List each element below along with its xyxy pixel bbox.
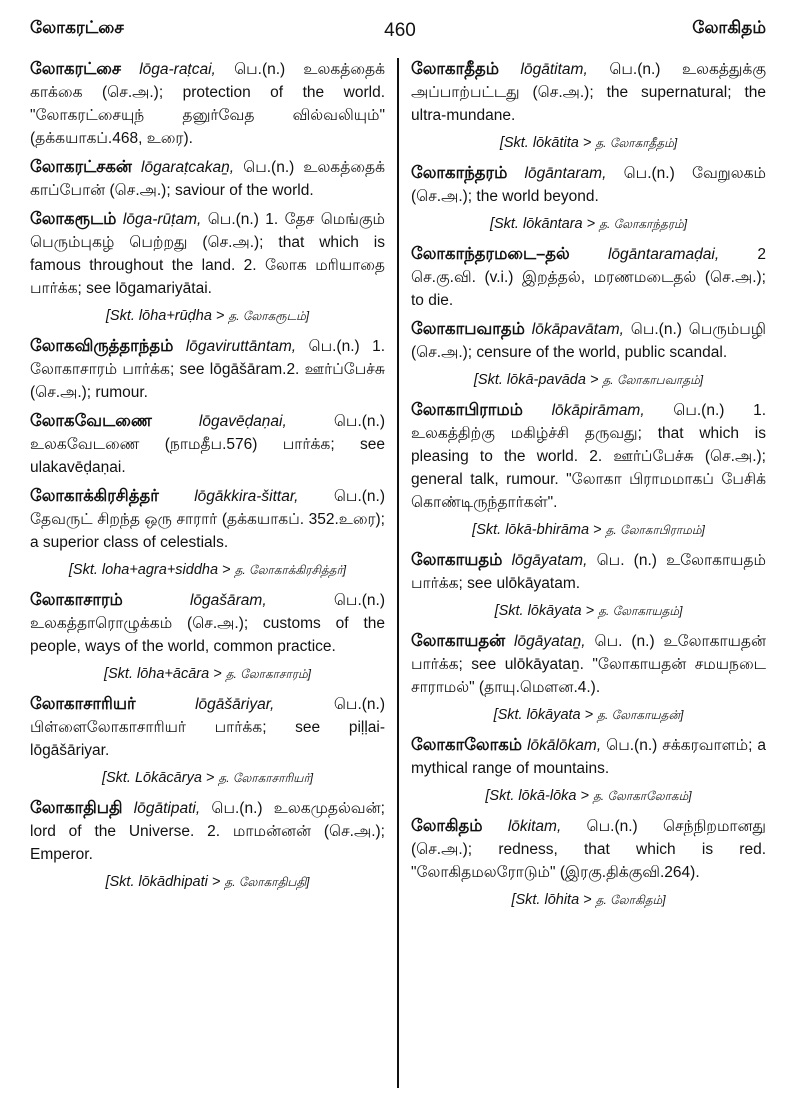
dictionary-entry bbox=[30, 589, 385, 658]
entry-transliteration: lōgākkira-šittar, bbox=[194, 488, 299, 505]
dictionary-entry bbox=[411, 318, 766, 364]
entry-etymology bbox=[30, 306, 385, 327]
entry-definition: பெ.(n.) செந்நிறமானது (செ.அ.); redness, that which is red. "லோகிதமலரோடும்" (இரகு.திக்குவி.264). bbox=[411, 818, 766, 881]
entry-definition: பெ.(n.) 1. உலகத்திற்கு மகிழ்ச்சி தருவது; that which is pleasing to the world. 2. ஊர்ப்பேச்சு (செ.அ.); general talk, rumour. "லோகா பிராமமாகப் பேசிக் கொண்டிருந்தார்கள்". bbox=[411, 402, 766, 511]
entry-transliteration: lōgavēḍaṇai, bbox=[198, 413, 287, 430]
dictionary-entry bbox=[30, 58, 385, 150]
etymology-source: [Skt. lōhita > bbox=[511, 892, 592, 908]
dictionary-entry bbox=[30, 797, 385, 866]
dictionary-entry bbox=[411, 734, 766, 780]
columns bbox=[30, 58, 766, 919]
dictionary-entry bbox=[30, 693, 385, 762]
entry-headword: லோகரட்சகன் bbox=[30, 158, 132, 176]
entry-transliteration: lōgāšāriyar, bbox=[195, 696, 275, 713]
dictionary-entry bbox=[411, 549, 766, 595]
entry-transliteration: lōgaviruttāntam, bbox=[185, 338, 297, 355]
etymology-tamil: த. லோகாயதம்] bbox=[598, 604, 683, 618]
entry-definition: பெ.(n.) உலகத்தாரொழுக்கம் (செ.அ.); customs of the people, ways of the world, common practice. bbox=[30, 592, 386, 655]
entry-headword: லோகவிருத்தாந்தம் bbox=[30, 337, 174, 355]
entry-transliteration: lōkāpavātam, bbox=[531, 321, 624, 338]
entry-headword: லோகாதீதம் bbox=[411, 60, 499, 78]
etymology-source: [Skt. Lōkācārya > bbox=[101, 770, 215, 786]
entry-headword: லோகாயதன் bbox=[411, 632, 506, 650]
entry-transliteration: lōga-rūṭam, bbox=[122, 211, 202, 228]
entry-etymology bbox=[411, 520, 766, 541]
etymology-tamil: த. லோகாதீதம்] bbox=[595, 136, 678, 150]
dictionary-entry bbox=[411, 815, 766, 884]
dictionary-entry bbox=[411, 243, 766, 312]
entry-headword: லோகாலோகம் bbox=[411, 736, 523, 754]
entry-transliteration: lōgātitam, bbox=[520, 61, 588, 78]
header-left-guideword: லோகரட்சை bbox=[30, 18, 124, 37]
entry-headword: லோகரூடம் bbox=[30, 210, 117, 228]
entry-etymology bbox=[30, 560, 385, 581]
etymology-source: [Skt. lōha+ācāra > bbox=[103, 666, 222, 682]
etymology-tamil: த. லோகாபவாதம்] bbox=[602, 373, 704, 387]
dictionary-entry bbox=[411, 162, 766, 208]
entry-headword: லோகாந்தரம் bbox=[411, 164, 508, 182]
dictionary-entry bbox=[30, 410, 385, 479]
entry-definition: பெ.(n.) உலகமுதல்வன்; lord of the Universe. 2. மாமன்னன் (செ.அ.); Emperor. bbox=[30, 800, 385, 863]
header-right-guideword: லோகிதம் bbox=[692, 18, 766, 37]
entry-headword: லோகாபவாதம் bbox=[411, 320, 525, 338]
entry-headword: லோகரட்சை bbox=[30, 60, 121, 78]
etymology-source: [Skt. lōkāntara > bbox=[489, 216, 596, 232]
entry-transliteration: lōgātipati, bbox=[133, 800, 201, 817]
etymology-tamil: த. லோகாபிராமம்] bbox=[605, 523, 705, 537]
entry-headword: லோகவேடணை bbox=[30, 412, 152, 430]
entry-headword: லோகாக்கிரசித்தர் bbox=[30, 487, 159, 505]
entry-headword: லோகாதிபதி bbox=[30, 799, 123, 817]
etymology-tamil: த. லோகாலோகம்] bbox=[592, 789, 692, 803]
entry-headword: லோகிதம் bbox=[411, 817, 483, 835]
etymology-source: [Skt. lōha+rūḍha > bbox=[105, 308, 225, 324]
etymology-source: [Skt. lōkāyata > bbox=[494, 603, 595, 619]
entry-transliteration: lōgāyataṉ, bbox=[514, 633, 586, 650]
dictionary-entry bbox=[30, 156, 385, 202]
etymology-tamil: த. லோகாசாரம்] bbox=[225, 667, 311, 681]
entry-definition: பெ.(n.) தேவருட் சிறந்த ஒரு சாரார் (தக்கயாகப். 352.உரை); a superior class of celestials. bbox=[30, 488, 386, 551]
entry-definition: பெ.(n.) பிள்ளைலோகாசாரியர் பார்க்க; see piḷḷai-lōgāšāriyar. bbox=[30, 696, 385, 759]
etymology-tamil: த. லோகிதம்] bbox=[595, 893, 666, 907]
entry-transliteration: lōgaraṭcakaṉ, bbox=[141, 159, 235, 176]
entry-transliteration: lōgāyatam, bbox=[511, 552, 588, 569]
entry-headword: லோகாசாரியர் bbox=[30, 695, 136, 713]
entry-etymology bbox=[411, 890, 766, 911]
entry-etymology bbox=[411, 370, 766, 391]
etymology-source: [Skt. lōkā-bhirāma > bbox=[472, 522, 602, 538]
etymology-tamil: த. லோகரூடம்] bbox=[228, 309, 310, 323]
etymology-tamil: த. லோகாந்தரம்] bbox=[599, 217, 688, 231]
dictionary-entry bbox=[30, 335, 385, 404]
entry-definition: பெ. (n.) உலோகாயதம் பார்க்க; see ulōkāyatam. bbox=[411, 552, 767, 592]
entry-definition: பெ.(n.) பெரும்பழி (செ.அ.); censure of the world, public scandal. bbox=[411, 321, 766, 361]
etymology-tamil: த. லோகாசாரியர்] bbox=[218, 771, 314, 785]
entry-etymology bbox=[411, 786, 766, 807]
entry-transliteration: lōkālōkam, bbox=[527, 737, 602, 754]
entry-transliteration: lōkitam, bbox=[507, 818, 562, 835]
entry-transliteration: lōgašāram, bbox=[189, 592, 267, 609]
page-number: 460 bbox=[384, 20, 416, 41]
entry-etymology bbox=[30, 872, 385, 893]
dictionary-entry bbox=[411, 58, 766, 127]
entry-definition: பெ. (n.) உலோகாயதன் பார்க்க; see ulōkāyataṉ. "லோகாயதன் சமயநடை சாராமல்" (தாயு.மௌன.4.). bbox=[411, 633, 766, 696]
entry-definition: பெ.(n.) உலகத்தைக் காப்போன் (செ.அ.); saviour of the world. bbox=[30, 159, 385, 199]
entry-headword: லோகாசாரம் bbox=[30, 591, 123, 609]
entry-transliteration: lōgāntaramaḍai, bbox=[607, 246, 720, 263]
etymology-tamil: த. லோகாக்கிரசித்தர்] bbox=[234, 563, 347, 577]
etymology-source: [Skt. lōkāyata > bbox=[493, 707, 594, 723]
right-column bbox=[411, 58, 766, 919]
entry-etymology bbox=[30, 664, 385, 685]
entry-definition: பெ.(n.) 1. லோகாசாரம் பார்க்க; see lōgāšāram.2. ஊர்ப்பேச்சு (செ.அ.); rumour. bbox=[30, 338, 386, 401]
etymology-tamil: த. லோகாதிபதி] bbox=[224, 875, 310, 889]
entry-headword: லோகாயதம் bbox=[411, 551, 503, 569]
dictionary-entry bbox=[30, 208, 385, 300]
dictionary-entry bbox=[411, 630, 766, 699]
etymology-source: [Skt. lōkā-lōka > bbox=[485, 788, 589, 804]
entry-etymology bbox=[30, 768, 385, 789]
entry-definition: பெ.(n.) உலகவேடணை (நாமதீப.576) பார்க்க; see ulakavēḍaṇai. bbox=[30, 413, 386, 476]
entry-etymology bbox=[411, 601, 766, 622]
etymology-source: [Skt. lōkātita > bbox=[499, 135, 592, 151]
entry-definition: பெ.(n.) உலகத்துக்கு அப்பாற்பட்டது (செ.அ.); the supernatural; the ultra-mundane. bbox=[411, 61, 766, 124]
entry-headword: லோகாபிராமம் bbox=[411, 401, 523, 419]
entry-headword: லோகாந்தரமடை–தல் bbox=[411, 245, 570, 263]
entry-definition: 2 செ.கு.வி. (v.i.) இறத்தல், மரணமடைதல் (செ.அ.); to die. bbox=[411, 246, 767, 309]
entry-etymology bbox=[411, 214, 766, 235]
dictionary-entry bbox=[411, 399, 766, 514]
entry-etymology bbox=[411, 133, 766, 154]
entry-definition: பெ.(n.) வேறுலகம் (செ.அ.); the world beyond. bbox=[411, 165, 767, 205]
entry-etymology bbox=[411, 705, 766, 726]
etymology-source: [Skt. lōkā-pavāda > bbox=[473, 372, 599, 388]
etymology-source: [Skt. loha+agra+siddha > bbox=[68, 562, 231, 578]
entry-transliteration: lōkāpirāmam, bbox=[551, 402, 645, 419]
left-column bbox=[30, 58, 385, 919]
entry-definition: பெ.(n.) சக்கரவாளம்; a mythical range of mountains. bbox=[411, 737, 766, 777]
entry-definition: பெ.(n.) 1. தேச மெங்கும் பெரும்புகழ் பெற்றது (செ.அ.); that which is famous throughout the land. 2. லோக மரியாதை பார்க்க; see lōgamariyātai. bbox=[30, 211, 385, 297]
entry-transliteration: lōgāntaram, bbox=[524, 165, 607, 182]
etymology-tamil: த. லோகாயதன்] bbox=[597, 708, 684, 722]
entry-definition: பெ.(n.) உலகத்தைக் காக்கை (செ.அ.); protection of the world. "லோகரட்சையுந் தனுர்வேத வில்வலியும்" (தக்கயாகப்.468, உரை). bbox=[30, 61, 386, 147]
dictionary-entry bbox=[30, 485, 385, 554]
etymology-source: [Skt. lōkādhipati > bbox=[105, 874, 221, 890]
entry-transliteration: lōga-raṭcai, bbox=[139, 61, 216, 78]
